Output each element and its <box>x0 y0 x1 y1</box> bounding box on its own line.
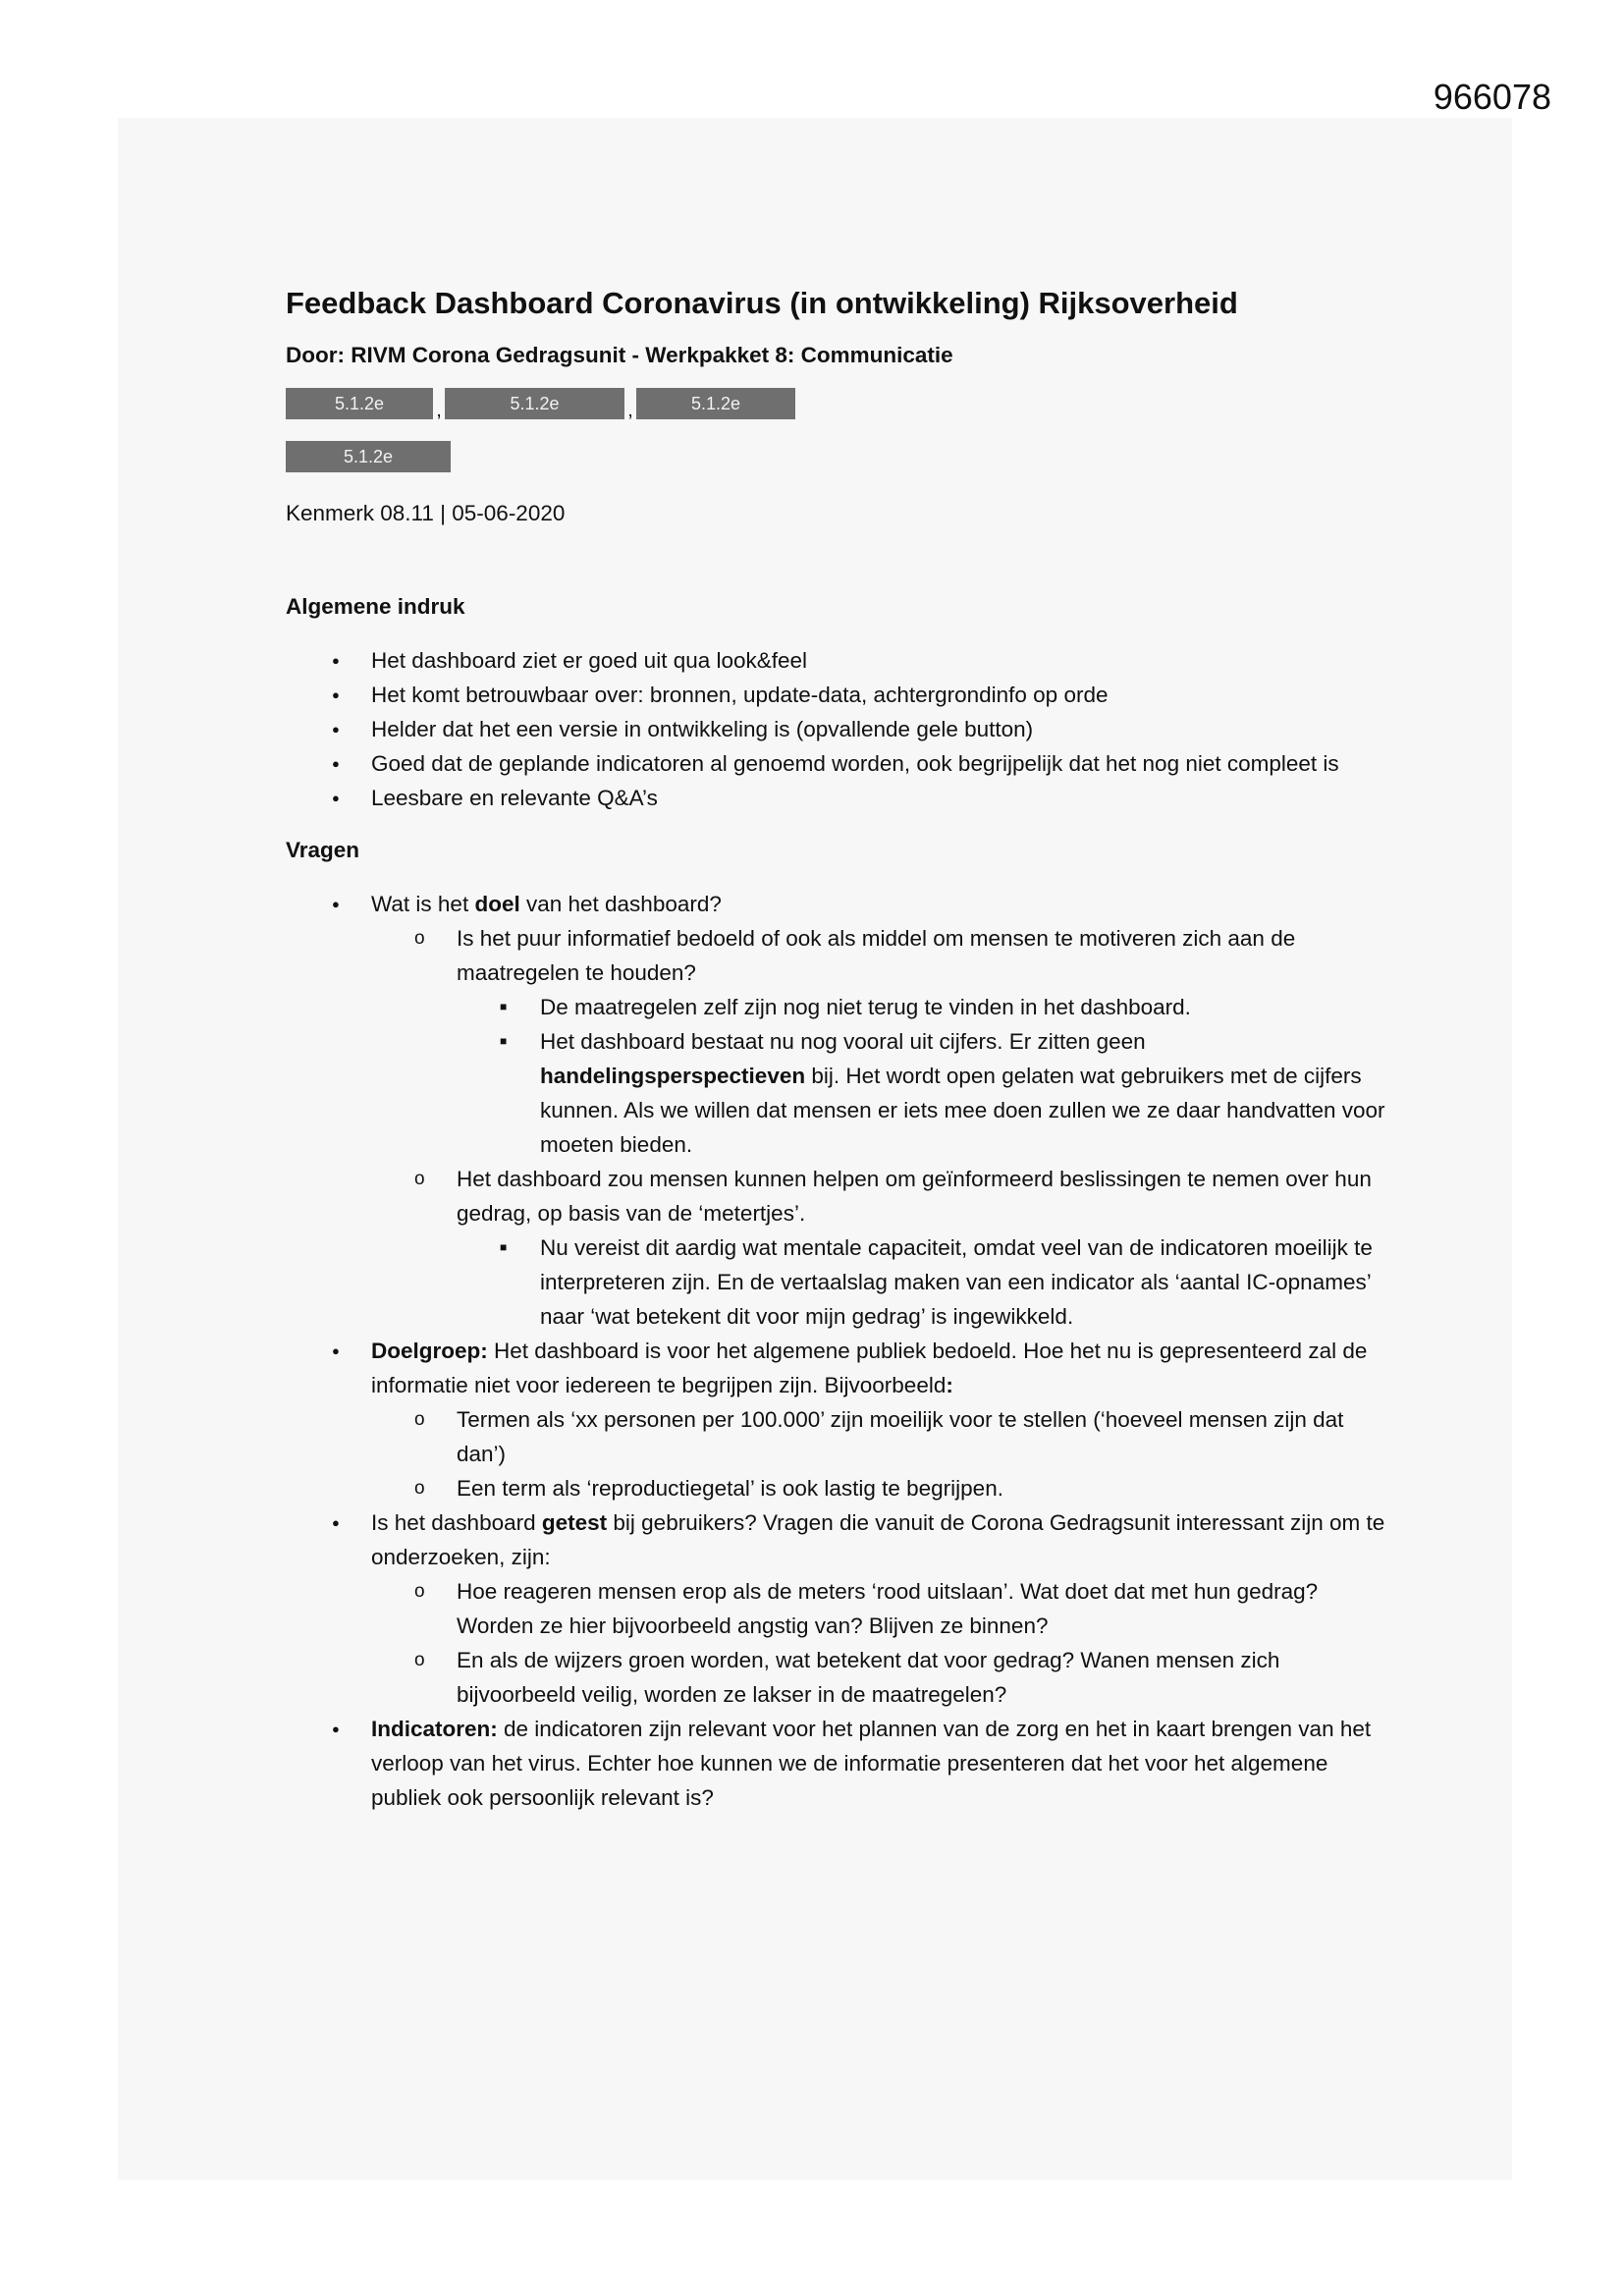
redaction-block: 5.1.2e <box>286 388 433 419</box>
document-subtitle: Door: RIVM Corona Gedragsunit - Werkpakket 8: Communicatie <box>286 343 953 367</box>
text-span: Wat is het <box>371 892 475 916</box>
bold-term: Indicatoren: <box>371 1717 498 1741</box>
text-span: Het dashboard is voor het algemene publiek bedoeld. Hoe het nu is gepresenteerd zal de informatie niet voor iedereen te begrijpen zijn. Bijvoorbeeld <box>371 1339 1368 1397</box>
sub-item <box>371 921 1385 1162</box>
document-id: 966078 <box>1433 77 1551 117</box>
text-span: de indicatoren zijn relevant voor het plannen van de zorg en het in kaart brengen van het verloop van het virus. Echter hoe kunnen we de informatie presenteren dat het voor het algemene publiek ook persoonlijk relevant is? <box>371 1717 1372 1810</box>
redaction-row <box>286 441 1385 472</box>
sub-sub-item: ■ De maatregelen zelf zijn nog niet terug te vinden in het dashboard. <box>457 990 1385 1024</box>
text-span: Het dashboard zou mensen kunnen helpen om geïnformeerd beslissingen te nemen over hun gedrag, op basis van de ‘metertjes’. <box>457 1167 1372 1226</box>
list-item: ● Goed dat de geplande indicatoren al genoemd worden, ook begrijpelijk dat het nog niet compleet is <box>286 746 1385 781</box>
general-bullet-list <box>286 643 1385 815</box>
question-goal <box>286 887 1385 1334</box>
sub-list <box>371 921 1385 1334</box>
text-span: Is het puur informatief bedoeld of ook als middel om mensen te motiveren zich aan de maatregelen te houden? <box>457 926 1296 985</box>
text-span: van het dashboard? <box>519 892 722 916</box>
sub-item <box>371 1162 1385 1334</box>
redaction-row <box>286 388 1385 419</box>
redaction-block: 5.1.2e <box>445 388 624 419</box>
list-item: ● Helder dat het een versie in ontwikkeling is (opvallende gele button) <box>286 712 1385 746</box>
sub-list <box>371 1574 1385 1712</box>
list-item: ● Leesbare en relevante Q&A’s <box>286 781 1385 815</box>
redaction-separator: , <box>436 400 442 421</box>
redaction-separator: , <box>627 400 633 421</box>
redaction-block: 5.1.2e <box>286 441 451 472</box>
sub-item: o Termen als ‘xx personen per 100.000’ zijn moeilijk voor te stellen (‘hoeveel mensen zijn dat dan’) <box>371 1402 1385 1471</box>
bold-term: handelingsperspectieven <box>540 1064 806 1088</box>
bold-term: Doelgroep: <box>371 1339 488 1363</box>
text-span: Het dashboard bestaat nu nog vooral uit cijfers. Er zitten geen <box>540 1029 1146 1054</box>
text-span: bij gebruikers? Vragen die vanuit de Corona Gedragsunit interessant zijn om te onderzoeken, zijn: <box>371 1510 1385 1569</box>
list-item: ● Het komt betrouwbaar over: bronnen, update-data, achtergrondinfo op orde <box>286 678 1385 712</box>
sub-sub-item: ■ Nu vereist dit aardig wat mentale capaciteit, omdat veel van de indicatoren moeilijk te interpreteren zijn. En de vertaalslag maken van een indicator als ‘aantal IC-opnames’ naar ‘wat betekent dit voor mijn gedrag’ is ingewikkeld. <box>457 1230 1385 1334</box>
section-heading-questions: Vragen <box>286 838 360 862</box>
bold-term: getest <box>541 1510 608 1535</box>
document-body <box>286 283 1385 1815</box>
sub-sub-list <box>457 1230 1385 1334</box>
sub-sub-item <box>457 1024 1385 1162</box>
sub-item: o Hoe reageren mensen erop als de meters ‘rood uitslaan’. Wat doet dat met hun gedrag? Worden ze hier bijvoorbeeld angstig van? Blijven ze binnen? <box>371 1574 1385 1643</box>
sub-sub-list <box>457 990 1385 1162</box>
sub-item: o En als de wijzers groen worden, wat betekent dat voor gedrag? Wanen mensen zich bijvoorbeeld veilig, worden ze lakser in de maatregelen? <box>371 1643 1385 1712</box>
bold-term: doel <box>474 892 520 916</box>
questions-list <box>286 887 1385 1815</box>
list-item: ● Het dashboard ziet er goed uit qua look&feel <box>286 643 1385 678</box>
question-target-group <box>286 1334 1385 1505</box>
sub-item: o Een term als ‘reproductiegetal’ is ook lastig te begrijpen. <box>371 1471 1385 1505</box>
text-span: Is het dashboard <box>371 1510 542 1535</box>
reference-line: Kenmerk 08.11 | 05-06-2020 <box>286 501 566 525</box>
question-indicators <box>286 1712 1385 1815</box>
question-tested <box>286 1505 1385 1712</box>
bold-term: : <box>946 1373 953 1397</box>
document-title: Feedback Dashboard Coronavirus (in ontwikkeling) Rijksoverheid <box>286 286 1238 320</box>
sub-list <box>371 1402 1385 1505</box>
section-heading-general: Algemene indruk <box>286 594 465 619</box>
text-span: bij. Het wordt open gelaten wat gebruikers met de cijfers kunnen. Als we willen dat mensen er iets mee doen zullen we ze daar handvatten voor moeten bieden. <box>540 1064 1385 1157</box>
redaction-block: 5.1.2e <box>636 388 795 419</box>
